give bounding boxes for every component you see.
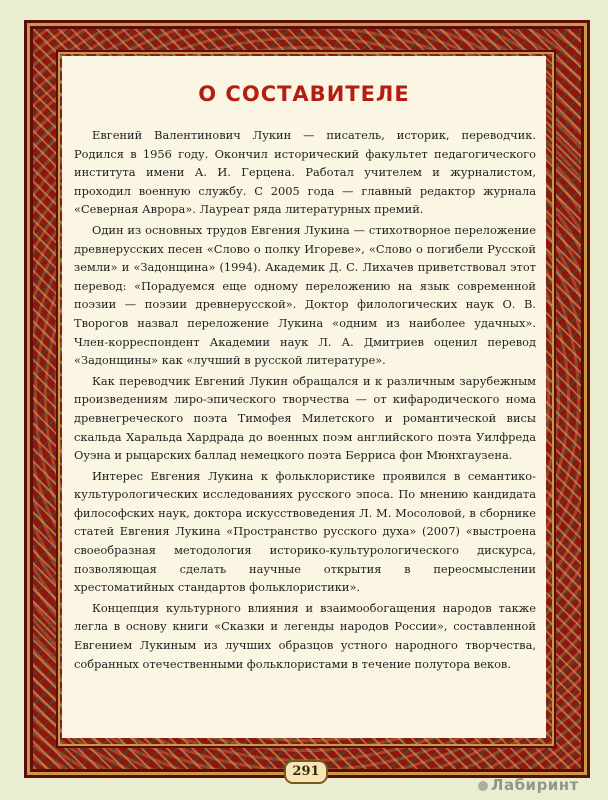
paragraph-2: Один из основных трудов Евгения Лукина — стихотворное переложение древнерусских песен «Слово о полку Игореве», «Слово о погибели Русской земли» и «Задонщина» (1994). Академик Д. С. Лихачев приветствовал этот перевод: «Порадуемся еще одному переложению на язык современной поэзии — поэзии древнерусской». Доктор филологических наук О. В. Творогов назвал переложение Лукина «одним из наиболее удачных». Член-корреспондент Академии наук Л. А. Дмитриев оценил перевод «Задонщины» как «лучший в русской литературе». [74, 222, 536, 368]
page-title: О СОСТАВИТЕЛЕ [198, 82, 410, 106]
page-number: 291 [284, 760, 328, 784]
body-text [74, 126, 536, 675]
watermark-logo [478, 776, 608, 798]
text-panel [62, 56, 546, 738]
watermark-dot-icon [478, 781, 488, 791]
paragraph-4: Интерес Евгения Лукина к фольклористике проявился в семантико-культурологических исследованиях русского эпоса. По мнению кандидата философских наук, доктора искусствоведения Л. М. Мосоловой, в сборнике статей Евгения Лукина «Пространство русского духа» (2007) «выстроена своеобразная методология историко-культурологического дискурса, позволяющая сделать научные открытия в переосмыслении хрестоматийных стандартов фольклористики». [74, 468, 536, 595]
watermark-text: Лабиринт [491, 776, 579, 794]
paragraph-1: Евгений Валентинович Лукин — писатель, историк, переводчик. Родился в 1956 году. Окончил исторический факультет педагогического института имени А. И. Герцена. Работал учителем и журналистом, проходил военную службу. С 2005 года — главный редактор журнала «Северная Аврора». Лауреат ряда литературных премий. [74, 128, 536, 217]
paragraph-3: Как переводчик Евгений Лукин обращался и к различным зарубежным произведениям лиро-эпического творчества — от кифародического нома древнегреческого поэта Тимофея Милетского и романтической висы скальда Харальда Хардрада до военных поэм английского поэта Уилфреда Оуэна и рыцарских баллад немецкого поэта Берриса фон Мюнхгаузена. [74, 373, 536, 463]
paragraph-5: Концепция культурного влияния и взаимообогащения народов также легла в основу книги «Сказки и легенды народов России», составленной Евгением Лукиным из лучших образцов устного народного творчества, собранных отечественными фольклористами в течение полутора веков. [74, 600, 536, 671]
